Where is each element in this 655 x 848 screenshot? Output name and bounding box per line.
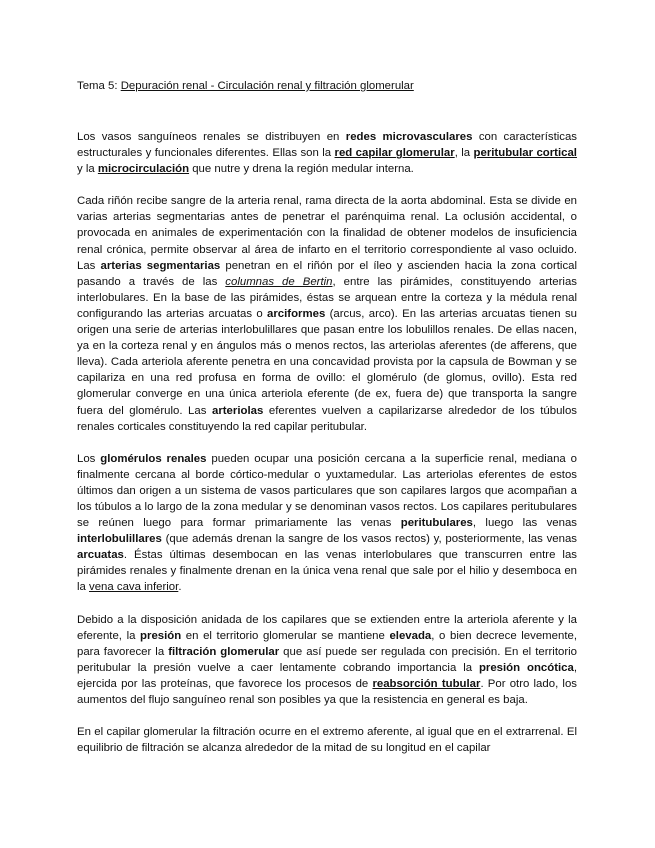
emphasized-term: presión bbox=[140, 629, 182, 642]
document-title bbox=[77, 78, 577, 94]
text-run: Los bbox=[77, 452, 101, 465]
emphasized-term: elevada bbox=[389, 629, 432, 642]
emphasized-term: arcuatas bbox=[77, 549, 124, 562]
text-run: en el territorio glomerular se mantiene bbox=[181, 629, 390, 642]
text-run: . Por otro lado, los aumentos del flujo sanguíneo renal son posibles ya que la resistencia en general es baja. bbox=[77, 677, 577, 706]
emphasized-term: arteriolas bbox=[212, 404, 264, 417]
emphasized-term: microcirculación bbox=[97, 163, 190, 176]
emphasized-term: vena cava inferior bbox=[89, 581, 179, 594]
text-run: . Éstas últimas desembocan en las venas interlobulares que transcurren entre las pirámides renales y finalmente drenan en la única vena renal que sale por el hilio y desemboca en la bbox=[77, 549, 577, 594]
text-run: penetran en el riñón por el íleo y ascienden hacia la zona cortical pasando a través de las bbox=[77, 259, 577, 288]
text-run: eferentes vuelven a capilarizarse alrededor de los túbulos renales corticales constituyendo la red capilar peritubular. bbox=[77, 404, 577, 433]
text-run: Los vasos sanguíneos renales se distribuyen en bbox=[77, 131, 346, 143]
text-run: (arcus, arco). En las arterias arcuatas tienen su origen una serie de arterias interlobulillares que pasan entre los lobulillos renales. De ellas nacen, ya en la corteza renal y en ángulos más o menos rectos, las arteriolas aferentes (de afferens, que lleva). Cada arteriola aferente penetra en una concavidad provista por la capsula de Bowman y se capilariza en una red profusa en forma de ovillo: el glomérulo (de glomus, ovillo). Esta red glomerular converge en una única arteriola eferente (de ex, fuera de) que transporta la sangre fuera del glomérulo. Las bbox=[77, 307, 577, 417]
text-run: , entre las pirámides, constituyendo arterias interlobulares. En la base de las pirámides, éstas se arquean entre la corteza y la médula renal configurando las arterias arcuatas o bbox=[77, 275, 577, 320]
text-run: (que además drenan la sangre de los vasos rectos) y, posteriormente, las venas bbox=[161, 533, 577, 546]
emphasized-term: presión oncótica bbox=[478, 661, 574, 674]
title-prefix: Tema 5: bbox=[77, 80, 121, 92]
emphasized-term: glomérulos renales bbox=[100, 452, 207, 465]
text-run: , la bbox=[454, 147, 474, 160]
text-run: con características estructurales y funcionales diferentes. Ellas son la bbox=[77, 131, 577, 160]
emphasized-term: interlobulillares bbox=[77, 533, 162, 546]
title-main: Depuración renal - Circulación renal y filtración glomerular bbox=[120, 80, 414, 92]
emphasized-term: arterias segmentarias bbox=[100, 259, 221, 272]
paragraph-1 bbox=[77, 129, 577, 177]
emphasized-term: reabsorción tubular bbox=[372, 677, 481, 690]
text-run: En el capilar glomerular la filtración ocurre en el extremo aferente, al igual que en el extrarrenal. El equilibrio de filtración se alcanza alrededor de la mitad de su longitud en el capilar bbox=[77, 726, 577, 755]
text-run: Cada riñón recibe sangre de la arteria renal, rama directa de la aorta abdominal. Esta se divide en varias arterias segmentarias antes de penetrar el parénquima renal. La oclusión accidental, o provocada en animales de experimentación con la finalidad de obtener modelos de insuficiencia renal crónica, permite observar al área de infarto en el territorio correspondiente al vaso ocluido. Las bbox=[77, 195, 577, 272]
text-run: pueden ocupar una posición cercana a la superficie renal, mediana o finalmente cercana al borde córtico-medular o yuxtamedular. Las arteriolas eferentes de estos últimos dan origen a un sistema de vasos particulares que son capilares largos que acompañan a los túbulos a lo largo de la zona medular y se denominan vasos rectos. Los capilares peritubulares se reúnen luego para formar primariamente las venas bbox=[77, 452, 577, 530]
paragraph-3 bbox=[77, 451, 577, 596]
paragraph-2 bbox=[77, 193, 577, 434]
document-page bbox=[77, 78, 577, 772]
emphasized-term: peritubular cortical bbox=[473, 147, 577, 160]
emphasized-term: columnas de Bertin bbox=[225, 275, 333, 288]
text-run: . bbox=[178, 581, 182, 594]
paragraph-5 bbox=[77, 724, 577, 756]
text-run: , ejercida por las proteínas, que favorece los procesos de bbox=[77, 661, 577, 690]
text-run: y la bbox=[77, 163, 98, 176]
emphasized-term: redes microvasculares bbox=[345, 131, 473, 143]
text-run: que así puede ser regulada con precisión. En el territorio peritubular la presión vuelve a caer lentamente cobrando importancia la bbox=[77, 645, 577, 674]
text-run: , o bien decrece levemente, para favorecer la bbox=[77, 629, 577, 658]
emphasized-term: arciformes bbox=[267, 307, 326, 320]
text-run: Debido a la disposición anidada de los capilares que se extienden entre la arteriola aferente y la eferente, la bbox=[77, 613, 577, 642]
text-run: que nutre y drena la región medular interna. bbox=[189, 163, 414, 176]
paragraph-4 bbox=[77, 612, 577, 709]
emphasized-term: filtración glomerular bbox=[168, 645, 280, 658]
emphasized-term: red capilar glomerular bbox=[334, 147, 455, 160]
text-run: , luego las venas bbox=[472, 517, 577, 530]
emphasized-term: peritubulares bbox=[400, 517, 473, 530]
